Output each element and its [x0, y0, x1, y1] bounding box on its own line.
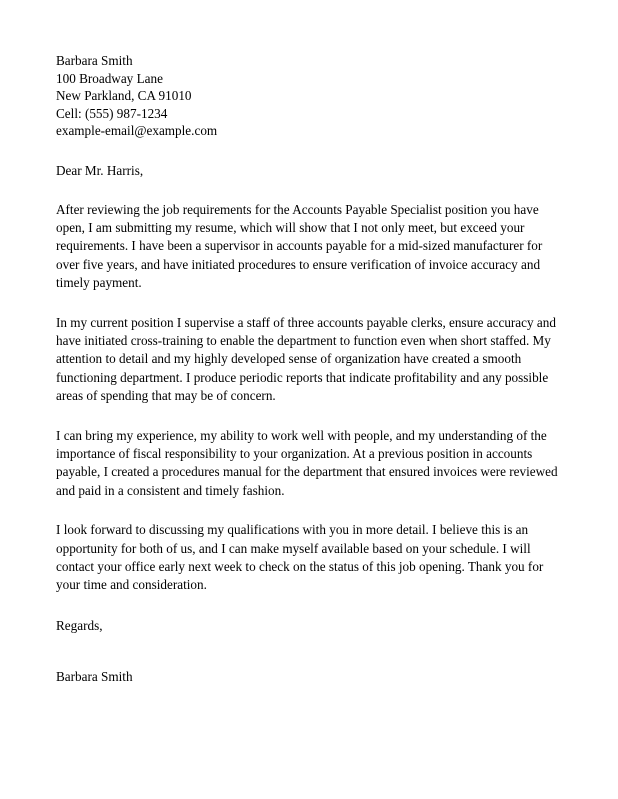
salutation: Dear Mr. Harris,	[56, 162, 144, 178]
body-paragraph-2: In my current position I supervise a staff of three accounts payable clerks, ensure accuracy and have initiated cross-training to enable the department to function even when short staffed. My attention to detail and my highly developed sense of organization have created a smooth functioning department. I produce periodic reports that indicate profitability and any possible areas of spending that may be of concern.	[56, 314, 556, 404]
closing-line: Regards,	[56, 617, 103, 633]
body-paragraph-1: After reviewing the job requirements for the Accounts Payable Specialist position you have open, I am submitting my resume, which will show that I not only meet, but exceed your requirements. I have been a supervisor in accounts payable for a mid-sized manufacturer for over five years, and have initiated procedures to ensure verification of invoice accuracy and timely payment.	[56, 201, 543, 291]
body-paragraph-4: I look forward to discussing my qualifications with you in more detail. I believe this is an opportunity for both of us, and I can make myself available based on your schedule. I will contact your office early next week to check on the status of this job opening. Thank you for your time and consideration.	[56, 522, 544, 593]
sender-street: 100 Broadway Lane	[56, 70, 163, 86]
sender-name: Barbara Smith	[56, 53, 133, 68]
body-paragraph-3: I can bring my experience, my ability to work well with people, and my understanding of the importance of fiscal responsibility to your organization. At a previous position in accounts payable, I created a procedures manual for the department that ensured invoices were reviewed and paid in a consistent and timely fashion.	[56, 427, 558, 498]
sender-city-state-zip: New Parkland, CA 91010	[56, 88, 192, 104]
signature-name: Barbara Smith	[56, 669, 133, 685]
sender-email: example-email@example.com	[56, 123, 218, 139]
sender-phone: Cell: (555) 987-1234	[56, 105, 168, 121]
sender-address-block	[56, 52, 560, 140]
